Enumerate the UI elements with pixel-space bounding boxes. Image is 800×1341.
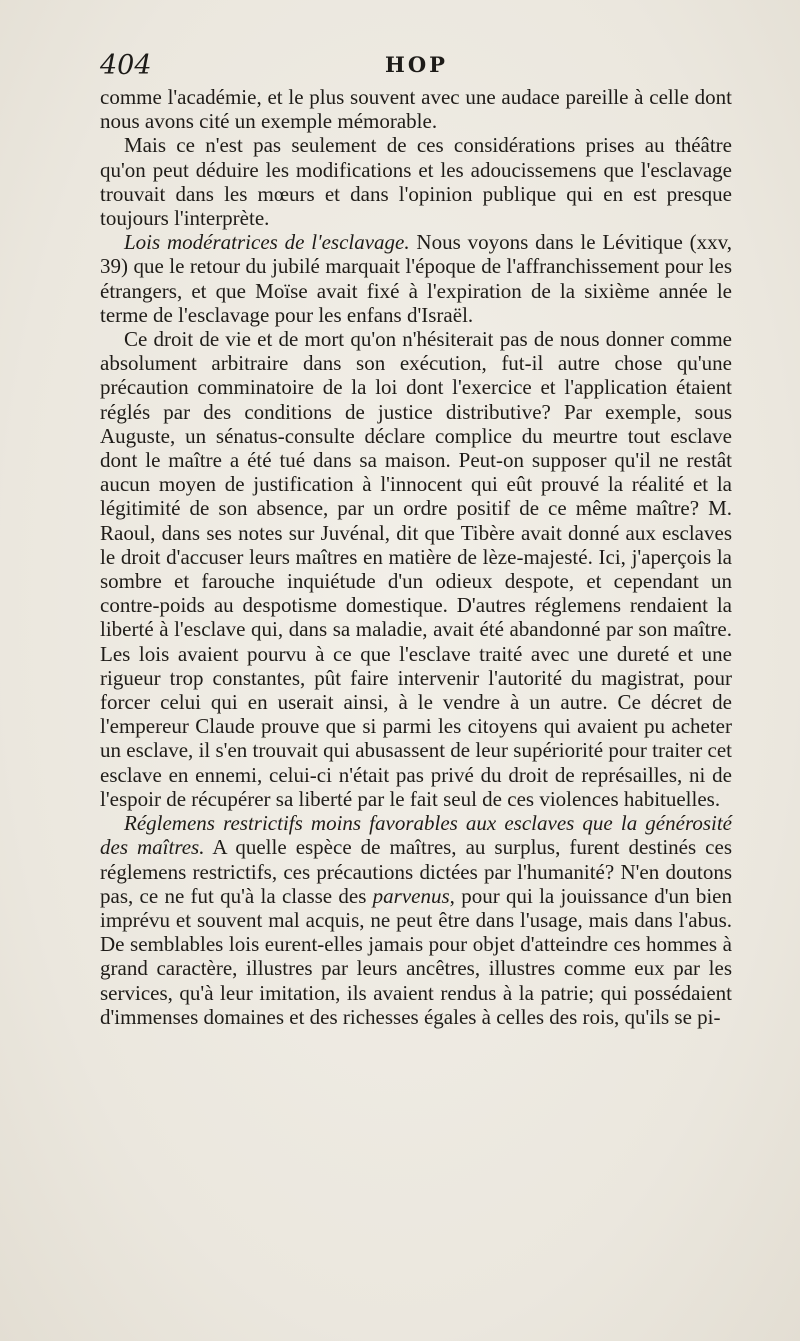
paragraph-continuation (100, 85, 732, 133)
paragraph (100, 133, 732, 230)
page-header (100, 50, 732, 86)
paragraph-text: Nous voyons dans le Lévitique (xxv, 39) que le retour du jubilé marquait l'époque de l'affranchissement pour les étrangers, et que Moïse avait fixé à l'expiration de la sixième année le terme de l'esclavage pour les enfans d'Israël. (100, 230, 733, 327)
paragraph (100, 327, 732, 811)
running-head: HOP (385, 52, 448, 77)
paragraph-text: Mais ce n'est pas seulement de ces considérations prises au théâtre qu'on peut déduire les modifications et les adoucissemens que l'esclavage trouvait dans les mœurs et dans l'opinion publique qui en est presque toujours l'interprète. (100, 133, 732, 231)
page-number: 404 (100, 50, 152, 81)
section-heading: Lois modératrices de l'esclavage. (124, 230, 410, 255)
italic-word: parvenus (372, 883, 450, 908)
paragraph-text: Ce droit de vie et de mort qu'on n'hésiterait pas de nous donner comme absolument arbitraire dans son exécution, fut-il autre chose qu'une précaution comminatoire de la loi dont l'exercice et l'application étaient réglés par des conditions de justice distributive? Par exemple, sous Auguste, un sénatus-consulte déclare complice du meurtre tout esclave dont le maître a été tué dans sa maison. Peut-on supposer qu'il ne restât aucun moyen de justification à l'innocent qui eût prouvé la réalité et la légitimité de son absence, par un ordre positif de ce même maître? M. Raoul, dans ses notes sur Juvénal, dit que Tibère avait donné aux esclaves le droit d'accuser leurs maîtres en matière de lèze-majesté. Ici, j'aperçois la sombre et farouche inquiétude d'un odieux despote, et cependant un contre-poids au despotisme domestique. D'autres réglemens rendaient la liberté à l'esclave qui, dans sa maladie, avait été abandonné par son maître. Les lois avaient pourvu à ce que l'esclave traité avec une dureté et une rigueur trop constantes, pût faire intervenir l'autorité du magistrat, pour forcer celui qui en userait ainsi, à le vendre à un autre. Ce décret de l'empereur Claude prouve que si parmi les citoyens qui avaient pu acheter un esclave, il s'en trouvait qui abusassent de leur supériorité pour traiter cet esclave en ennemi, celui-ci n'était pas privé du droit de représailles, ni de l'espoir de récupérer sa liberté par le fait seul de ces violences habituelles. (100, 327, 732, 811)
paragraph (100, 811, 732, 1029)
section-heading: Réglemens restrictifs moins favorables aux esclaves que la générosité des maîtres. (100, 811, 732, 860)
paragraph-text: , pour qui la jouissance d'un bien imprévu et souvent mal acquis, ne peut être dans l'usage, mais dans l'abus. De semblables lois eurent-elles jamais pour objet d'atteindre ces hommes à grand caractère, illustres par leurs ancêtres, illustres comme eux par les services, qu'à leur imitation, ils avaient rendus à la patrie; qui possédaient d'immenses domaines et des richesses égales à celles des rois, qu'ils se pi- (100, 883, 732, 1029)
paragraph-text: comme l'académie, et le plus souvent avec une audace pareille à celle dont nous avons cité un exemple mémorable. (100, 85, 732, 134)
paragraph (100, 230, 732, 327)
paragraph-text: A quelle espèce de maîtres, au surplus, furent destinés ces réglemens restrictifs, ces précautions dictées par l'humanité? N'en doutons pas, ce ne fut qu'à la classe des (100, 835, 732, 908)
body-text (100, 85, 732, 1029)
